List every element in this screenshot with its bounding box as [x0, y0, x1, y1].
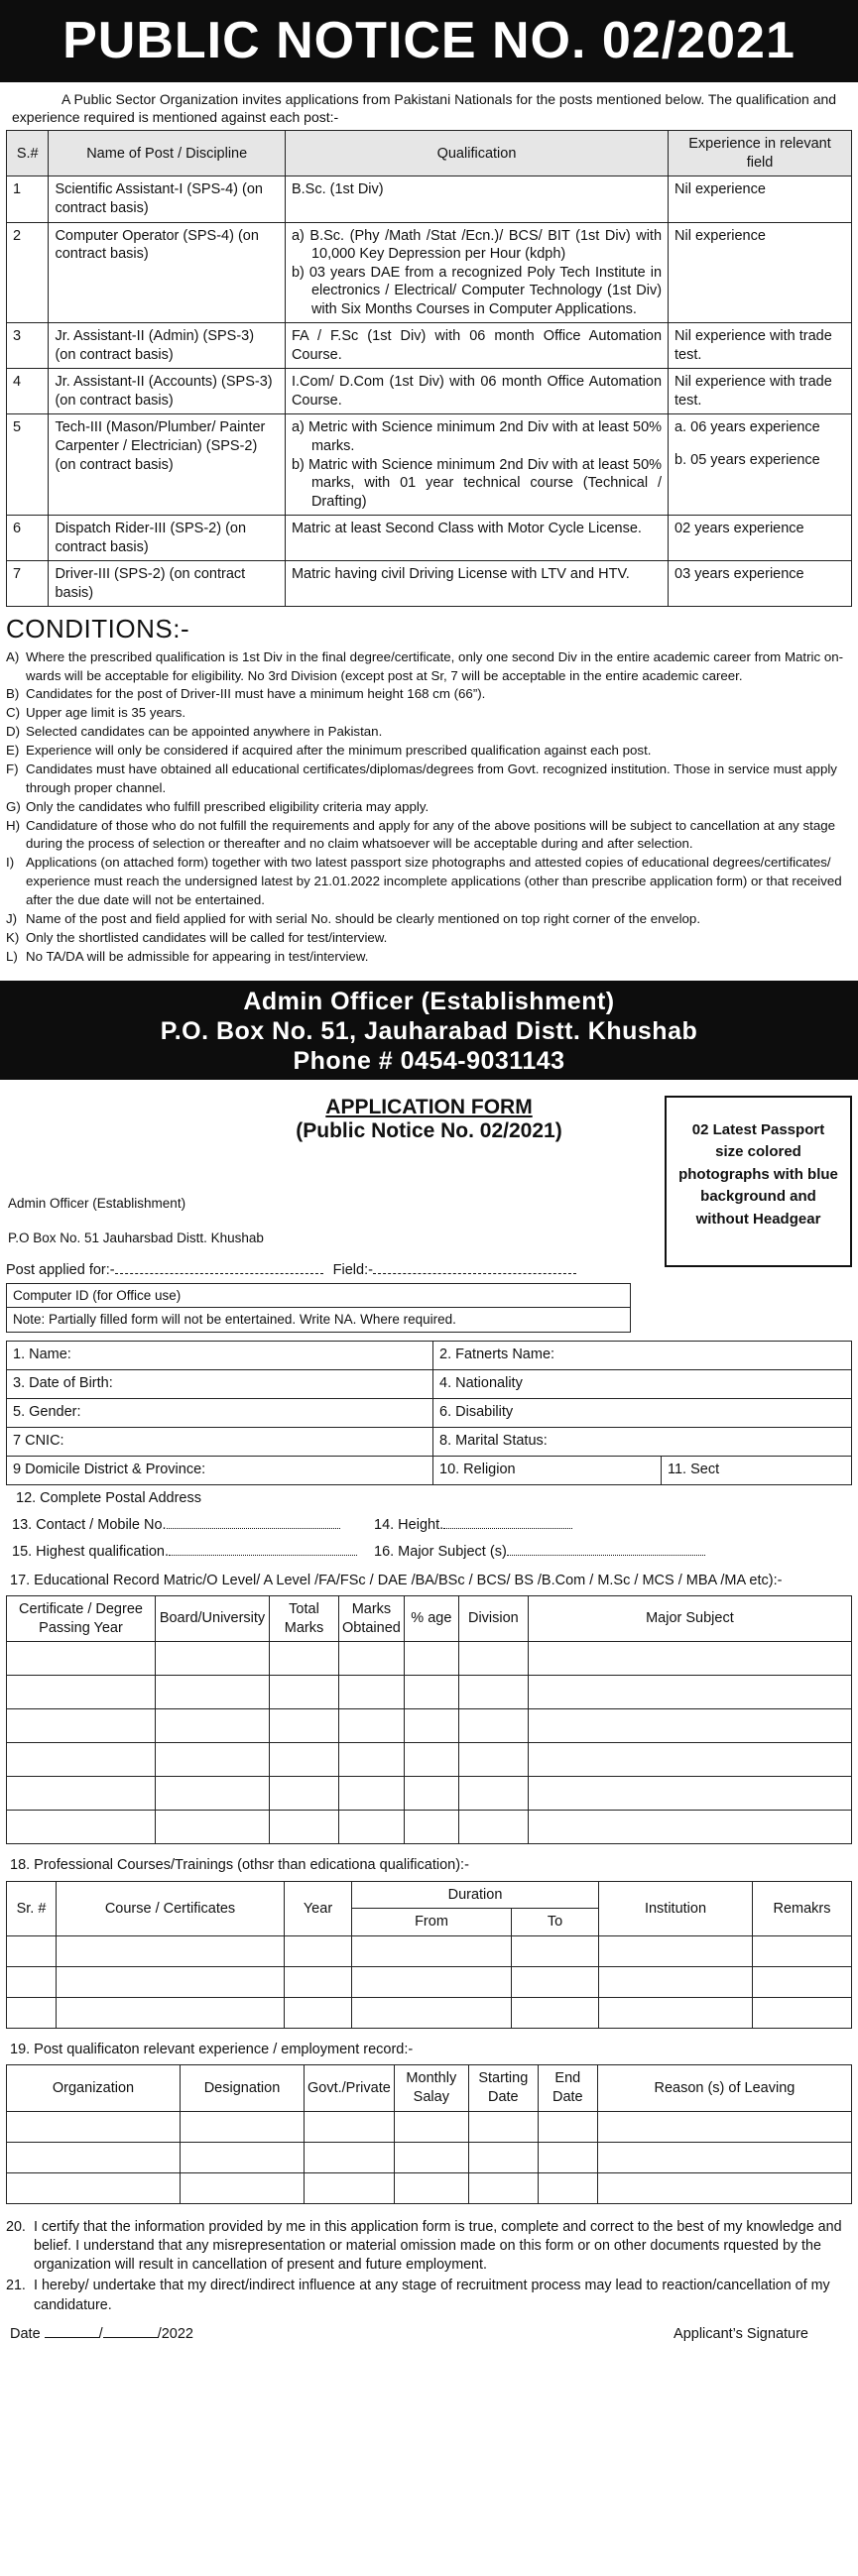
prof-col-to: To: [511, 1909, 598, 1936]
edu-col-header: Marks Obtained: [339, 1596, 405, 1642]
education-table: [6, 1595, 852, 1844]
edu-cell[interactable]: [7, 1743, 156, 1777]
conditions-heading: CONDITIONS:-: [6, 614, 190, 644]
office-use-box: [6, 1283, 631, 1333]
admin-address: P.O. Box No. 51, Jauharabad Distt. Khushab: [160, 1016, 698, 1045]
declaration-20-number: 20.: [6, 2218, 26, 2235]
exp-row: [7, 2111, 852, 2142]
condition-item: [6, 929, 852, 948]
exp-cell[interactable]: [468, 2142, 538, 2172]
prof-cell[interactable]: [599, 1997, 753, 2028]
condition-marker: F): [6, 761, 19, 776]
post-applied-label: Post applied for:-: [6, 1261, 115, 1278]
prof-col-remarks: Remakrs: [753, 1881, 852, 1935]
experience-item: Nil experience: [674, 181, 766, 198]
prof-cell[interactable]: [285, 1966, 352, 1997]
post-serial: 5: [7, 414, 49, 516]
edu-cell[interactable]: [7, 1709, 156, 1743]
posts-table-row: [7, 222, 852, 323]
prof-cell[interactable]: [511, 1935, 598, 1966]
exp-col-header: Govt./Private: [305, 2065, 395, 2111]
contact-dots: [167, 1518, 340, 1529]
post-name: Tech-III (Mason/Plumber/ Painter Carpenter / Electrician) (SPS-2) (on contract basis): [49, 414, 286, 516]
condition-marker: E): [6, 743, 20, 759]
condition-item: [6, 798, 852, 817]
post-qualification: [285, 222, 668, 323]
prof-row: [7, 1997, 852, 2028]
prof-cell[interactable]: [57, 1935, 285, 1966]
post-name: Dispatch Rider-III (SPS-2) (on contract basis): [49, 516, 286, 561]
highest-qualification-dots: [169, 1545, 357, 1556]
photo-placeholder: 02 Latest Passport size colored photographs with blue background and without Headgear: [665, 1096, 852, 1267]
qualification-item: FA / F.Sc (1st Div) with 06 month Office Automation Course.: [291, 328, 663, 363]
posts-table-row: [7, 414, 852, 516]
condition-text: Candidature of those who do not fulfill the requirements and apply for any of the above positions will be subject to cancellation at any stage during the process of selection or thereafter and no claim whatsoever will be acceptable during and after selection.: [26, 817, 836, 852]
exp-cell[interactable]: [7, 2111, 181, 2142]
exp-cell[interactable]: [305, 2172, 395, 2203]
experience-label: 19. Post qualificaton relevant experience / employment record:-: [10, 2041, 414, 2057]
date-day-input[interactable]: [45, 2327, 99, 2338]
exp-col-header: Designation: [181, 2065, 305, 2111]
prof-cell[interactable]: [352, 1997, 512, 2028]
edu-cell[interactable]: [7, 1676, 156, 1709]
education-header: [7, 1596, 852, 1642]
exp-cell[interactable]: [597, 2111, 851, 2142]
exp-cell[interactable]: [394, 2172, 468, 2203]
professional-body: [7, 1935, 852, 2028]
post-serial: 3: [7, 323, 49, 369]
condition-item: [6, 910, 852, 929]
post-experience: [669, 561, 852, 607]
declaration-21-text: I hereby/ undertake that my direct/indirect influence at any stage of recruitment process may lead to reaction/cancellation of my candidature.: [34, 2278, 830, 2313]
edu-cell[interactable]: [7, 1777, 156, 1811]
post-experience: [669, 369, 852, 414]
date-month-input[interactable]: [103, 2327, 158, 2338]
form-title: APPLICATION FORM: [325, 1095, 533, 1118]
condition-item: [6, 854, 852, 910]
post-qualification: [285, 323, 668, 369]
education-body: [7, 1642, 852, 1844]
edu-cell[interactable]: [339, 1676, 405, 1709]
condition-marker: I): [6, 855, 15, 871]
declaration: [6, 2218, 852, 2315]
qualification-item: b) Matric with Science minimum 2nd Div with at least 50% marks, with 01 year technical course (Technical / Drafting): [291, 456, 663, 510]
condition-item: [6, 742, 852, 761]
nationality-field[interactable]: 4. Nationality: [433, 1369, 852, 1398]
intro-text: A Public Sector Organization invites applications from Pakistani Nationals for the posts mentioned below. The qualification and experience required is mentioned against each post:-: [12, 91, 837, 126]
edu-cell[interactable]: [270, 1777, 339, 1811]
condition-marker: D): [6, 724, 21, 740]
edu-row: [7, 1709, 852, 1743]
edu-cell[interactable]: [458, 1777, 528, 1811]
prof-cell[interactable]: [57, 1997, 285, 2028]
domicile-field[interactable]: 9 Domicile District & Province:: [7, 1456, 433, 1484]
qualification-item: I.Com/ D.Com (1st Div) with 06 month Office Automation Course.: [291, 374, 663, 409]
edu-col-header: Division: [458, 1596, 528, 1642]
condition-text: No TA/DA will be admissible for appearing in test/interview.: [26, 948, 369, 964]
exp-cell[interactable]: [597, 2142, 851, 2172]
experience-body: [7, 2111, 852, 2203]
prof-cell[interactable]: [352, 1935, 512, 1966]
exp-col-header: Monthly Salay: [394, 2065, 468, 2111]
condition-item: [6, 948, 852, 967]
postal-address-field[interactable]: 12. Complete Postal Address: [16, 1489, 201, 1506]
condition-text: Upper age limit is 35 years.: [26, 705, 186, 721]
prof-cell[interactable]: [753, 1997, 852, 2028]
major-subject-field[interactable]: [368, 1539, 852, 1566]
exp-col-header: Organization: [7, 2065, 181, 2111]
edu-cell[interactable]: [7, 1642, 156, 1676]
disability-field[interactable]: 6. Disability: [433, 1398, 852, 1427]
edu-cell[interactable]: [270, 1642, 339, 1676]
conditions-list: [6, 648, 852, 967]
exp-cell[interactable]: [538, 2172, 597, 2203]
condition-text: Where the prescribed qualification is 1st Div in the final degree/certificate, only one second Div in the entire academic career from Matric on-wards will be acceptable for eligibility. No 3rd Division (except post at Sr, 7 will be acceptable in the entire academic career.: [26, 648, 844, 683]
col-serial: S.#: [7, 131, 49, 176]
prof-cell[interactable]: [352, 1966, 512, 1997]
prof-col-institution: Institution: [599, 1881, 753, 1935]
edu-col-header: Board/University: [156, 1596, 270, 1642]
field-input[interactable]: [373, 1263, 576, 1274]
qualification-item: Matric at least Second Class with Motor Cycle License.: [291, 521, 642, 537]
condition-item: [6, 723, 852, 742]
name-field[interactable]: 1. Name:: [7, 1341, 433, 1369]
post-serial: 2: [7, 222, 49, 323]
edu-row: [7, 1777, 852, 1811]
computer-id-row: Computer ID (for Office use): [13, 1288, 182, 1304]
major-subject-label: 16. Major Subject (s): [374, 1543, 507, 1560]
dob-field[interactable]: 3. Date of Birth:: [7, 1369, 433, 1398]
condition-marker: C): [6, 705, 21, 721]
experience-table: [6, 2064, 852, 2203]
prof-cell[interactable]: [599, 1935, 753, 1966]
edu-cell[interactable]: [458, 1709, 528, 1743]
post-experience: [669, 222, 852, 323]
applicant-signature: Applicant’s Signature: [674, 2326, 808, 2343]
experience-item: a. 06 years experience: [674, 419, 820, 436]
exp-cell[interactable]: [181, 2142, 305, 2172]
admin-phone: Phone # 0454-9031143: [293, 1046, 565, 1075]
qualification-item: Matric having civil Driving License with LTV and HTV.: [291, 566, 630, 583]
notice-title: PUBLIC NOTICE NO. 02/2021: [0, 0, 858, 82]
qualification-item: a) B.Sc. (Phy /Math /Stat /Ecn.)/ BCS/ BIT (1st Div) with 10,000 Key Depression per Hour (kdph): [291, 227, 663, 263]
experience-item: b. 05 years experience: [674, 452, 820, 469]
edu-row: [7, 1811, 852, 1844]
post-name: Driver-III (SPS-2) (on contract basis): [49, 561, 286, 607]
exp-cell[interactable]: [305, 2142, 395, 2172]
edu-col-header: % age: [404, 1596, 458, 1642]
exp-cell[interactable]: [538, 2142, 597, 2172]
col-post: Name of Post / Discipline: [49, 131, 286, 176]
prof-col-year: Year: [285, 1881, 352, 1935]
prof-cell[interactable]: [7, 1997, 57, 2028]
date-label: Date: [10, 2326, 41, 2343]
exp-cell[interactable]: [7, 2172, 181, 2203]
professional-label: 18. Professional Courses/Trainings (othsr than edicationa qualification):-: [10, 1857, 469, 1874]
condition-item: [6, 817, 852, 855]
edu-cell[interactable]: [458, 1811, 528, 1844]
contact-field[interactable]: [6, 1512, 368, 1539]
post-qualification: [285, 369, 668, 414]
form-address-line2: P.O Box No. 51 Jauharsbad Distt. Khushab: [8, 1230, 264, 1246]
exp-row: [7, 2172, 852, 2203]
field-label: Field:-: [332, 1261, 373, 1278]
post-serial: 4: [7, 369, 49, 414]
qualification-item: a) Metric with Science minimum 2nd Div with at least 50% marks.: [291, 419, 663, 455]
experience-item: Nil experience with trade test.: [674, 374, 832, 409]
edu-cell[interactable]: [458, 1743, 528, 1777]
exp-cell[interactable]: [305, 2111, 395, 2142]
condition-text: Candidates must have obtained all educational certificates/diplomas/degrees from Govt. recognized institution. Those in service must apply through proper channel.: [26, 761, 837, 795]
exp-cell[interactable]: [394, 2111, 468, 2142]
exp-row: [7, 2142, 852, 2172]
gender-field[interactable]: 5. Gender:: [7, 1398, 433, 1427]
edu-cell[interactable]: [404, 1676, 458, 1709]
edu-cell[interactable]: [270, 1709, 339, 1743]
edu-cell[interactable]: [339, 1642, 405, 1676]
highest-qualification-field[interactable]: [6, 1539, 368, 1566]
edu-cell[interactable]: [528, 1777, 851, 1811]
personal-info-table: [6, 1341, 852, 1485]
col-qualification: Qualification: [285, 131, 668, 176]
exp-col-header: Starting Date: [468, 2065, 538, 2111]
post-experience: [669, 176, 852, 222]
prof-cell[interactable]: [7, 1935, 57, 1966]
posts-table-row: [7, 369, 852, 414]
form-subtitle: (Public Notice No. 02/2021): [296, 1118, 562, 1142]
post-name: Jr. Assistant-II (Accounts) (SPS-3) (on contract basis): [49, 369, 286, 414]
major-subject-dots: [507, 1545, 705, 1556]
posts-table-row: [7, 561, 852, 607]
post-name: Scientific Assistant-I (SPS-4) (on contract basis): [49, 176, 286, 222]
edu-cell[interactable]: [404, 1777, 458, 1811]
condition-marker: H): [6, 817, 21, 833]
condition-item: [6, 685, 852, 704]
prof-col-sr: Sr. #: [7, 1881, 57, 1935]
condition-text: Name of the post and field applied for with serial No. should be clearly mentioned on top right corner of the envelop.: [26, 910, 701, 926]
prof-cell[interactable]: [57, 1966, 285, 1997]
declaration-21-number: 21.: [6, 2278, 26, 2294]
post-experience: [669, 414, 852, 516]
edu-cell[interactable]: [458, 1676, 528, 1709]
qualification-item: B.Sc. (1st Div): [291, 181, 384, 198]
experience-item: Nil experience: [674, 227, 766, 244]
prof-cell[interactable]: [753, 1935, 852, 1966]
condition-text: Candidates for the post of Driver-III must have a minimum height 168 cm (66”).: [26, 686, 486, 702]
height-label: 14. Height.: [374, 1516, 444, 1533]
edu-cell[interactable]: [528, 1642, 851, 1676]
posts-table-body: [7, 176, 852, 607]
posts-table-row: [7, 516, 852, 561]
date-year: /2022: [157, 2326, 193, 2343]
prof-row: [7, 1966, 852, 1997]
edu-cell[interactable]: [270, 1811, 339, 1844]
posts-table-row: [7, 323, 852, 369]
prof-cell[interactable]: [285, 1935, 352, 1966]
contact-info-table: [6, 1485, 852, 1566]
prof-col-duration: Duration: [352, 1881, 599, 1909]
admin-contact-block: [0, 981, 858, 1080]
edu-row: [7, 1642, 852, 1676]
posts-table-row: [7, 176, 852, 222]
declaration-20-text: I certify that the information provided by me in this application form is true, complete and correct to the best of my knowledge and belief. I understand that any misrepresentation or material omission made on this form or on other documents rquested by the organization will result in cancellation of present and future employment.: [34, 2218, 842, 2274]
col-experience: Experience in relevant field: [669, 131, 852, 176]
post-serial: 7: [7, 561, 49, 607]
posts-table: [6, 130, 852, 607]
edu-row: [7, 1743, 852, 1777]
edu-cell[interactable]: [270, 1676, 339, 1709]
edu-cell[interactable]: [156, 1642, 270, 1676]
condition-text: Selected candidates can be appointed anywhere in Pakistan.: [26, 724, 383, 740]
condition-item: [6, 761, 852, 798]
prof-cell[interactable]: [753, 1966, 852, 1997]
exp-cell[interactable]: [597, 2172, 851, 2203]
admin-title: Admin Officer (Establishment): [243, 987, 615, 1015]
condition-marker: B): [6, 686, 20, 702]
height-field[interactable]: [368, 1512, 852, 1539]
condition-text: Only the shortlisted candidates will be called for test/interview.: [26, 929, 388, 945]
professional-table: [6, 1881, 852, 2029]
post-qualification: [285, 516, 668, 561]
edu-cell[interactable]: [528, 1709, 851, 1743]
experience-header: [7, 2065, 852, 2111]
condition-item: [6, 704, 852, 723]
experience-item: 02 years experience: [674, 521, 804, 537]
post-serial: 6: [7, 516, 49, 561]
exp-cell[interactable]: [468, 2111, 538, 2142]
education-label: 17. Educational Record Matric/O Level/ A Level /FA/FSc / DAE /BA/BSc / BCS/ BS /B.Com / M.Sc / MCS / MBA /MA etc):-: [10, 1572, 783, 1588]
edu-cell[interactable]: [156, 1811, 270, 1844]
religion-field[interactable]: 10. Religion: [433, 1456, 662, 1484]
prof-row: [7, 1935, 852, 1966]
edu-cell[interactable]: [339, 1743, 405, 1777]
exp-cell[interactable]: [538, 2111, 597, 2142]
prof-col-from: From: [352, 1909, 512, 1936]
posts-table-header: [7, 131, 852, 176]
form-address-line1: Admin Officer (Establishment): [8, 1195, 186, 1211]
edu-cell[interactable]: [528, 1676, 851, 1709]
signature-row: [6, 2325, 852, 2344]
prof-cell[interactable]: [511, 1966, 598, 1997]
exp-cell[interactable]: [181, 2172, 305, 2203]
post-qualification: [285, 561, 668, 607]
condition-marker: G): [6, 798, 21, 814]
condition-marker: L): [6, 948, 18, 964]
edu-cell[interactable]: [404, 1642, 458, 1676]
edu-cell[interactable]: [7, 1811, 156, 1844]
condition-text: Only the candidates who fulfill prescribed eligibility criteria may apply.: [26, 798, 429, 814]
form-note: Note: Partially filled form will not be entertained. Write NA. Where required.: [7, 1307, 630, 1331]
condition-marker: K): [6, 929, 20, 945]
condition-marker: J): [6, 910, 18, 926]
exp-cell[interactable]: [468, 2172, 538, 2203]
contact-label: 13. Contact / Mobile No.: [12, 1516, 167, 1533]
edu-cell[interactable]: [156, 1743, 270, 1777]
sect-field[interactable]: 11. Sect: [662, 1456, 852, 1484]
edu-cell[interactable]: [404, 1743, 458, 1777]
edu-col-header: Certificate / Degree Passing Year: [7, 1596, 156, 1642]
edu-cell[interactable]: [404, 1811, 458, 1844]
prof-cell[interactable]: [285, 1997, 352, 2028]
qualification-item: b) 03 years DAE from a recognized Poly Tech Institute in electronics / Electrical/ Computer Technology (1st Div) with Six Months Courses in Computer Applications.: [291, 264, 663, 317]
condition-text: Applications (on attached form) together with two latest passport size photographs and attested copies of educational degrees/certificates/ experience must reach the undersigned latest by 21.01.2022 incomplete applications (other than prescribe application form) or that received after the due date will not be entertained.: [26, 855, 842, 908]
highest-qualification-label: 15. Highest qualification.: [12, 1543, 169, 1560]
experience-item: Nil experience with trade test.: [674, 328, 832, 363]
form-address: [8, 1195, 264, 1265]
post-experience: [669, 323, 852, 369]
post-name: Computer Operator (SPS-4) (on contract basis): [49, 222, 286, 323]
condition-text: Experience will only be considered if acquired after the minimum prescribed qualification against each post.: [26, 743, 652, 759]
cnic-field[interactable]: 7 CNIC:: [7, 1427, 433, 1456]
edu-cell[interactable]: [528, 1743, 851, 1777]
post-qualification: [285, 414, 668, 516]
edu-cell[interactable]: [339, 1811, 405, 1844]
edu-row: [7, 1676, 852, 1709]
edu-col-header: Total Marks: [270, 1596, 339, 1642]
edu-cell[interactable]: [270, 1743, 339, 1777]
edu-cell[interactable]: [156, 1709, 270, 1743]
prof-cell[interactable]: [7, 1966, 57, 1997]
edu-cell[interactable]: [458, 1642, 528, 1676]
edu-cell[interactable]: [404, 1709, 458, 1743]
edu-cell[interactable]: [339, 1709, 405, 1743]
exp-col-header: Reason (s) of Leaving: [597, 2065, 851, 2111]
application-form-header: [6, 1096, 852, 1259]
declaration-21: [6, 2277, 852, 2315]
condition-marker: A): [6, 648, 20, 664]
edu-cell[interactable]: [528, 1811, 851, 1844]
exp-cell[interactable]: [7, 2142, 181, 2172]
prof-col-course: Course / Certificates: [57, 1881, 285, 1935]
father-name-field[interactable]: 2. Fatnerts Name:: [433, 1341, 852, 1369]
marital-status-field[interactable]: 8. Marital Status:: [433, 1427, 852, 1456]
edu-cell[interactable]: [156, 1777, 270, 1811]
post-serial: 1: [7, 176, 49, 222]
date-field[interactable]: Date / /2022: [10, 2326, 193, 2343]
exp-cell[interactable]: [181, 2111, 305, 2142]
exp-col-header: End Date: [538, 2065, 597, 2111]
edu-cell[interactable]: [156, 1676, 270, 1709]
height-dots: [443, 1518, 572, 1529]
condition-item: [6, 648, 852, 686]
post-experience: [669, 516, 852, 561]
exp-cell[interactable]: [394, 2142, 468, 2172]
prof-cell[interactable]: [511, 1997, 598, 2028]
declaration-20: [6, 2218, 852, 2276]
edu-cell[interactable]: [339, 1777, 405, 1811]
post-name: Jr. Assistant-II (Admin) (SPS-3) (on contract basis): [49, 323, 286, 369]
prof-cell[interactable]: [599, 1966, 753, 1997]
post-qualification: [285, 176, 668, 222]
edu-col-header: Major Subject: [528, 1596, 851, 1642]
experience-item: 03 years experience: [674, 566, 804, 583]
